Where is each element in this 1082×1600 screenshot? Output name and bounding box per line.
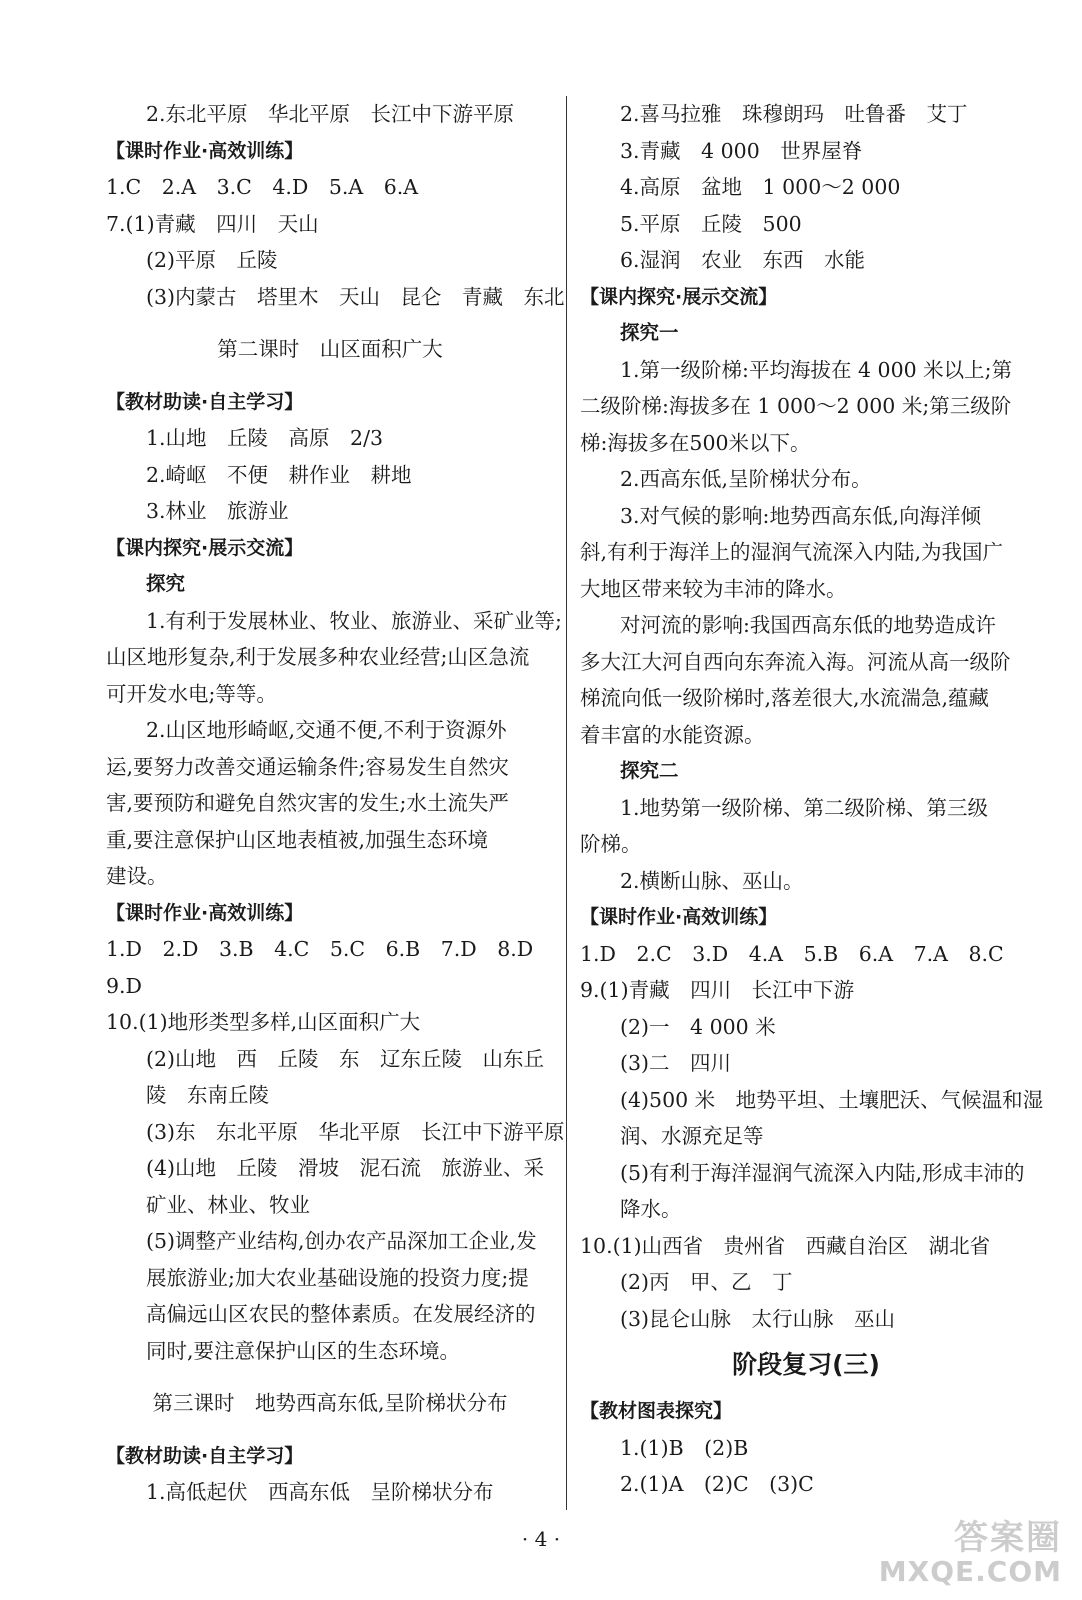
text-line: 10.(1)山西省 贵州省 西藏自治区 湖北省 <box>580 1233 991 1258</box>
text-line: 陵 东南丘陵 <box>146 1083 269 1107</box>
chapter-title: 阶段复习(三) <box>732 1350 880 1379</box>
lesson-title: 第二课时 山区面积广大 <box>217 337 443 361</box>
section-heading: 【教材图表探究】 <box>580 1400 733 1422</box>
spacer <box>106 1369 554 1385</box>
text-line: 对河流的影响:我国西高东低的地势造成许 <box>620 613 996 637</box>
text-line: 山区地形复杂,利于发展多种农业经营;山区急流 <box>106 645 530 669</box>
section-heading: 【教材助读·自主学习】 <box>106 390 304 413</box>
left-column <box>106 96 565 1511</box>
text-line: (3)二 四川 <box>620 1051 732 1075</box>
text-line: 着丰富的水能资源。 <box>580 722 765 747</box>
text-line: 重,要注意保护山区地表植被,加强生态环境 <box>106 827 489 852</box>
subsection-heading: 探究 <box>146 572 186 595</box>
text-line: 9.(1)青藏 四川 长江中下游 <box>580 978 855 1002</box>
text-line: 运,要努力改善交通运输条件;容易发生自然灾 <box>106 754 509 779</box>
watermark-logo <box>870 1510 1066 1588</box>
text-line: 2.东北平原 华北平原 长江中下游平原 <box>146 102 515 126</box>
text-line: 高偏远山区农民的整体素质。在发展经济的 <box>146 1302 536 1326</box>
text-line: 7.(1)青藏 四川 天山 <box>106 211 319 236</box>
text-line: 2.横断山脉、巫山。 <box>620 868 804 893</box>
section-heading: 【课时作业·高效训练】 <box>106 139 304 162</box>
text-line: 可开发水电;等等。 <box>106 681 277 706</box>
text-line: (3)东 东北平原 华北平原 长江中下游平原 <box>146 1119 565 1144</box>
text-line: 4.高原 盆地 1 000～2 000 <box>620 175 901 199</box>
text-line: (4)山地 丘陵 滑坡 泥石流 旅游业、采 <box>146 1156 545 1180</box>
column-divider <box>566 96 567 1510</box>
text-line: 10.(1)地形类型多样,山区面积广大 <box>106 1010 421 1034</box>
section-heading: 【课时作业·高效训练】 <box>580 906 778 928</box>
text-line: (2)山地 西 丘陵 东 辽东丘陵 山东丘 <box>146 1046 545 1071</box>
section-heading: 【课内探究·展示交流】 <box>580 285 778 308</box>
text-line: 1.(1)B (2)B <box>620 1435 749 1460</box>
text-line: 9.D <box>106 973 142 998</box>
text-line: 同时,要注意保护山区的生态环境。 <box>146 1338 461 1363</box>
text-line: 阶梯。 <box>580 832 642 856</box>
lesson-title: 第三课时 地势西高东低,呈阶梯状分布 <box>152 1391 508 1415</box>
text-line: 大地区带来较为丰沛的降水。 <box>580 576 847 601</box>
text-line: 润、水源充足等 <box>620 1124 764 1148</box>
text-line: 多大江大河自西向东奔流入海。河流从高一级阶 <box>580 649 1011 674</box>
spacer <box>106 368 554 384</box>
text-line: 3.对气候的影响:地势西高东低,向海洋倾 <box>620 503 981 528</box>
text-line: 1.D 2.C 3.D 4.A 5.B 6.A 7.A 8.C <box>580 941 1004 966</box>
text-line: (5)有利于海洋湿润气流深入内陆,形成丰沛的 <box>620 1160 1025 1185</box>
text-line: 降水。 <box>620 1197 682 1221</box>
page-number: · 4 · <box>521 1527 561 1551</box>
right-column <box>580 96 1044 1503</box>
text-line: 2.崎岖 不便 耕作业 耕地 <box>146 462 412 487</box>
watermark-brand: 答案圈 <box>954 1518 1062 1558</box>
watermark-url: MXQE.COM <box>878 1555 1062 1588</box>
section-heading: 【课时作业·高效训练】 <box>106 901 304 924</box>
text-line: 梯流向低一级阶梯时,落差很大,水流湍急,蕴藏 <box>580 686 990 710</box>
text-line: 2.喜马拉雅 珠穆朗玛 吐鲁番 艾丁 <box>620 102 968 126</box>
text-line: 2.(1)A (2)C (3)C <box>620 1472 814 1496</box>
subsection-heading: 探究二 <box>620 759 679 782</box>
text-line: 2.山区地形崎岖,交通不便,不利于资源外 <box>146 718 507 742</box>
text-line: 斜,有利于海洋上的湿润气流深入内陆,为我国广 <box>580 540 1004 564</box>
text-line: (3)昆仑山脉 太行山脉 巫山 <box>620 1306 896 1331</box>
text-line: (2)平原 丘陵 <box>146 248 278 272</box>
text-line: 1.高低起伏 西高东低 呈阶梯状分布 <box>146 1480 494 1504</box>
text-line: 6.湿润 农业 东西 水能 <box>620 248 866 272</box>
text-line: (2)丙 甲、乙 丁 <box>620 1270 793 1294</box>
text-line: 1.D 2.D 3.B 4.C 5.C 6.B 7.D 8.D <box>106 937 534 961</box>
text-line: 1.山地 丘陵 高原 2/3 <box>146 426 384 450</box>
text-line: 3.林业 旅游业 <box>146 499 289 523</box>
text-line: 1.C 2.A 3.C 4.D 5.A 6.A <box>106 175 419 199</box>
text-line: 2.西高东低,呈阶梯状分布。 <box>620 467 872 491</box>
text-line: 展旅游业;加大农业基础设施的投资力度;提 <box>146 1265 529 1290</box>
text-line: 矿业、林业、牧业 <box>146 1192 310 1217</box>
text-line: 梯:海拔多在500米以下。 <box>580 430 811 455</box>
text-line: 1.第一级阶梯:平均海拔在 4 000 米以上;第 <box>620 357 1013 382</box>
text-line: (4)500 米 地势平坦、土壤肥沃、气候温和湿 <box>620 1087 1044 1112</box>
spacer <box>106 1422 554 1438</box>
text-line: 二级阶梯:海拔多在 1 000～2 000 米;第三级阶 <box>580 394 1012 418</box>
text-line: (5)调整产业结构,创办农产品深加工企业,发 <box>146 1229 537 1253</box>
text-line: (3)内蒙古 塔里木 天山 昆仑 青藏 东北 <box>146 284 565 309</box>
text-line: 1.有利于发展林业、牧业、旅游业、采矿业等; <box>146 608 562 633</box>
text-line: 5.平原 丘陵 500 <box>620 211 802 236</box>
section-heading: 【教材助读·自主学习】 <box>106 1444 304 1467</box>
section-heading: 【课内探究·展示交流】 <box>106 536 304 559</box>
text-line: 3.青藏 4 000 世界屋脊 <box>620 138 863 163</box>
spacer <box>106 315 554 331</box>
subsection-heading: 探究一 <box>620 321 679 344</box>
text-line: 建设。 <box>106 864 168 888</box>
text-line: 1.地势第一级阶梯、第二级阶梯、第三级 <box>620 795 989 820</box>
text-line: (2)一 4 000 米 <box>620 1014 776 1039</box>
text-line: 害,要预防和避免自然灾害的发生;水土流失严 <box>106 791 509 815</box>
